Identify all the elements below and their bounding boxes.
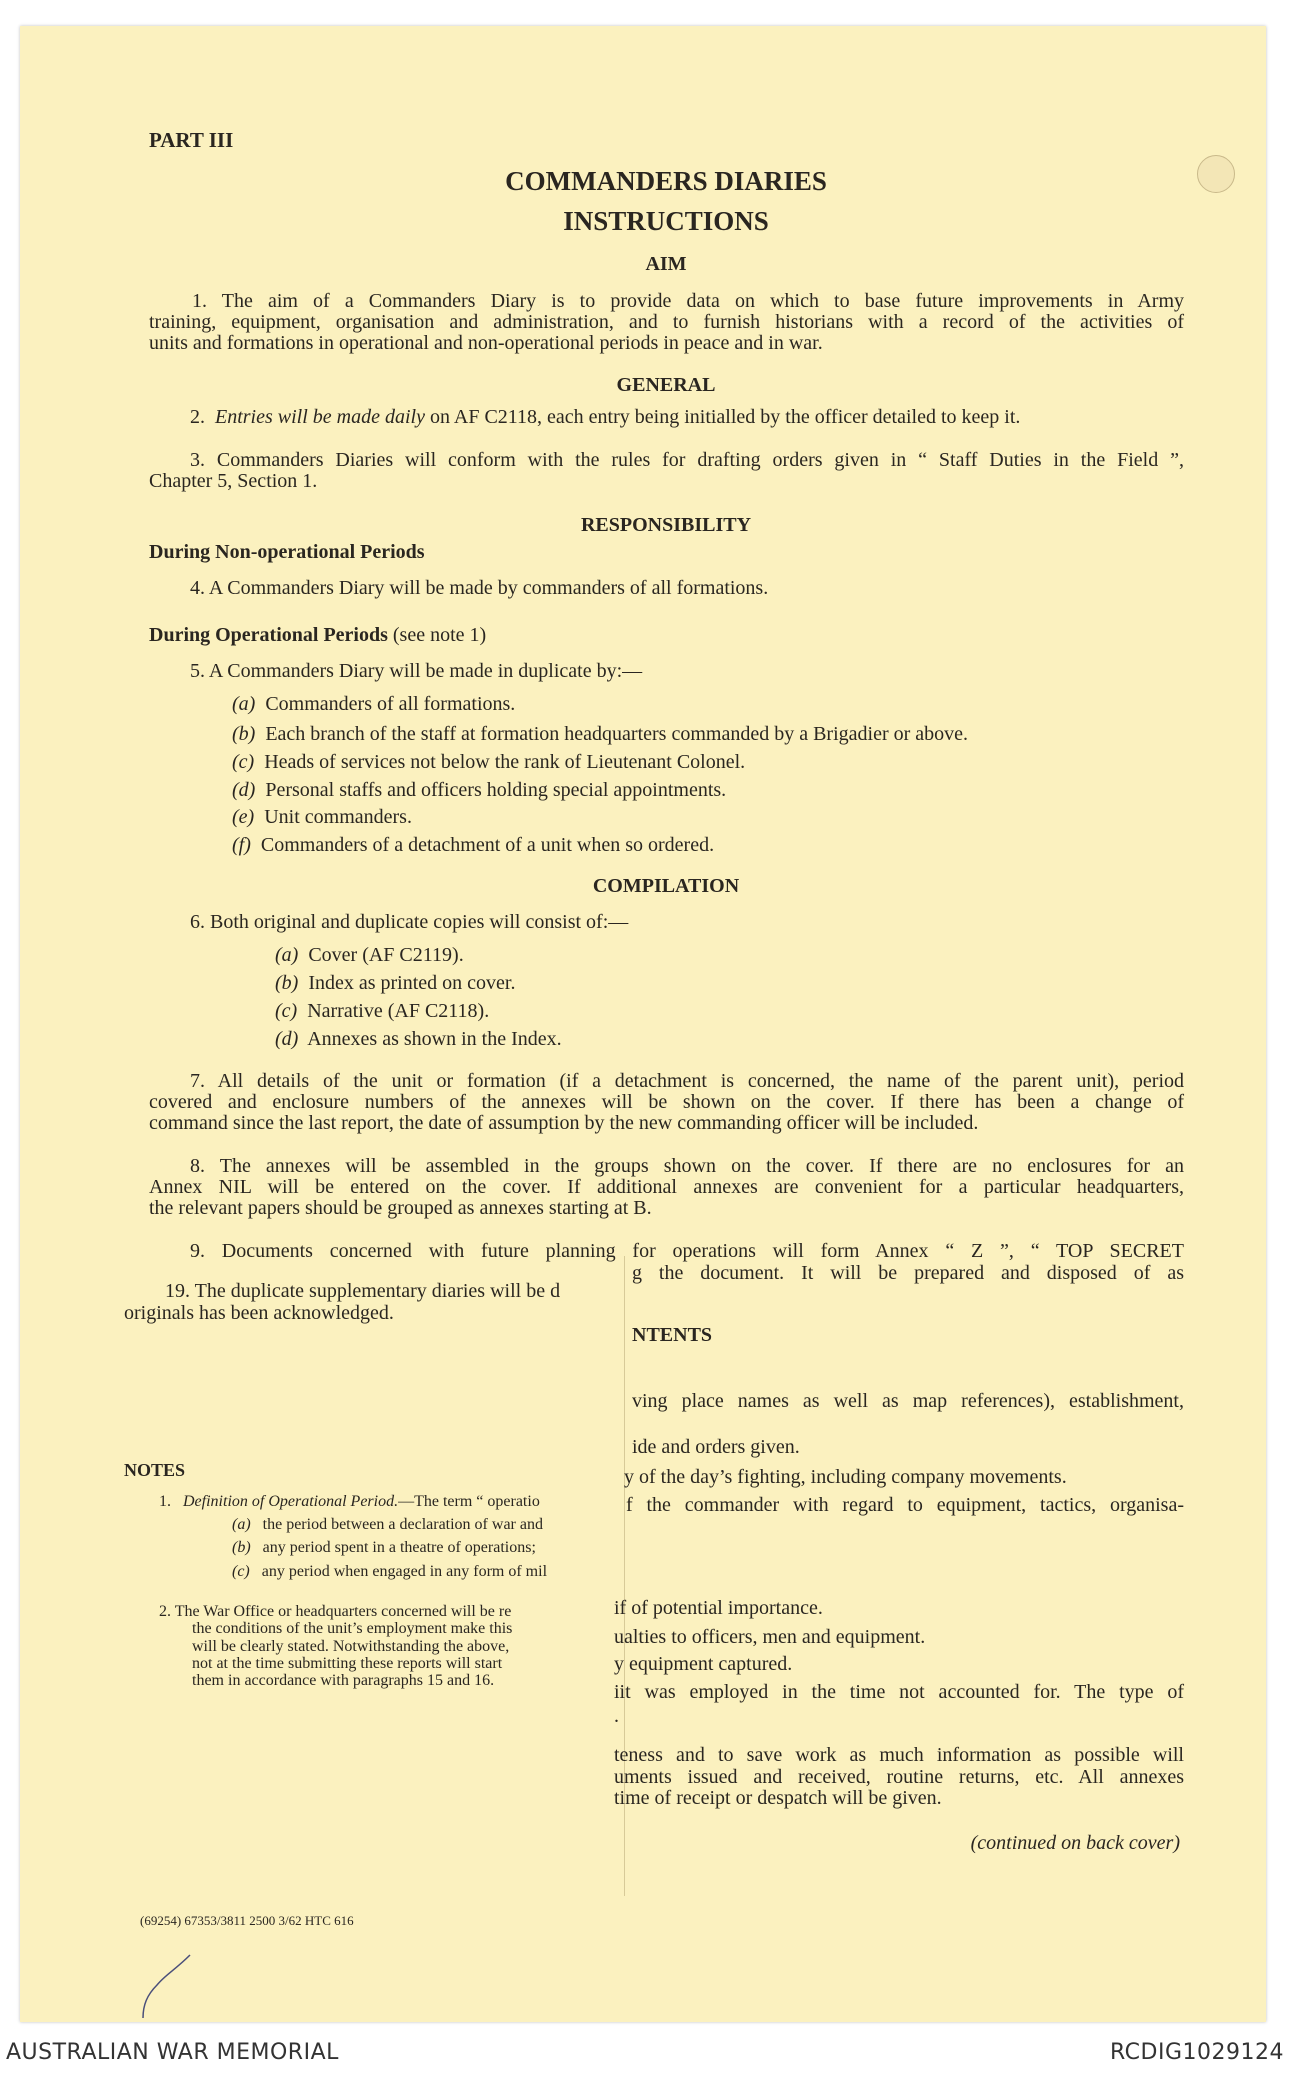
contents-line: teness and to save work as much information as possible will <box>614 1744 1184 1766</box>
item-marker: (b) <box>232 1539 251 1556</box>
item-text: any period spent in a theatre of operations; <box>262 1539 536 1556</box>
list-item <box>232 834 714 856</box>
contents-line: y equipment captured. <box>614 1653 793 1675</box>
subheading-note: (see note 1) <box>387 624 487 646</box>
item-text: Commanders of all formations. <box>265 693 516 715</box>
item-marker: (d) <box>275 1028 299 1050</box>
item-text: Index as printed on cover. <box>308 972 516 994</box>
contents-line: ide and orders given. <box>632 1436 800 1458</box>
item-marker: (f) <box>232 834 251 856</box>
item-text: Each branch of the staff at formation headquarters commanded by a Brigadier or above. <box>265 723 969 745</box>
contents-heading-fragment: NTENTS <box>632 1324 713 1346</box>
responsibility-heading: RESPONSIBILITY <box>580 514 752 536</box>
paragraph-line: 1. The aim of a Commanders Diary is to provide data on which to base future improvements in Army <box>192 290 1184 312</box>
note-item <box>232 1516 543 1534</box>
paragraph-line: the relevant papers should be grouped as annexes starting at B. <box>149 1197 652 1219</box>
note-text: —The term “ operatio <box>398 1493 540 1510</box>
note-item <box>232 1563 547 1581</box>
para-number: 2. <box>190 406 205 428</box>
item-marker: (a) <box>232 693 256 715</box>
paragraph-line: 8. The annexes will be assembled in the groups shown on the cover. If there are no enclosures for an <box>190 1155 1184 1177</box>
item-marker: (e) <box>232 806 255 828</box>
note-2-line: 2. The War Office or headquarters concerned will be re <box>159 1603 512 1620</box>
note-1 <box>159 1493 624 1511</box>
document-title: COMMANDERS DIARIES <box>505 166 827 196</box>
paragraph-line: covered and enclosure numbers of the annexes will be shown on the cover. If there has been a change of <box>149 1091 1184 1113</box>
document-subtitle: INSTRUCTIONS <box>563 206 769 236</box>
footer-institution: AUSTRALIAN WAR MEMORIAL <box>6 2040 339 2065</box>
item-text: any period when engaged in any form of mil <box>261 1563 548 1580</box>
item-text: Commanders of a detachment of a unit when so ordered. <box>260 834 715 856</box>
para-emphasis: Entries will be made daily <box>215 406 425 428</box>
list-item <box>275 1028 562 1050</box>
item-marker: (b) <box>275 972 299 994</box>
item-text: Annexes as shown in the Index. <box>307 1028 562 1050</box>
note-number: 1. <box>159 1493 171 1510</box>
continued-note: (continued on back cover) <box>970 1832 1180 1854</box>
list-item <box>232 693 515 715</box>
notes-heading: NOTES <box>124 1460 186 1480</box>
paragraph-line: 9. Documents concerned with future planning for operations will form Annex “ Z ”, “ TOP SECRET <box>190 1240 1184 1262</box>
paragraph-2 <box>190 406 1020 428</box>
paragraph-line: units and formations in operational and non-operational periods in peace and in war. <box>149 332 823 354</box>
contents-line: time of receipt or despatch will be given. <box>614 1787 942 1809</box>
part-label: PART III <box>149 128 234 152</box>
paragraph-line: training, equipment, organisation and administration, and to furnish historians with a record of the activities of <box>149 311 1184 333</box>
list-item <box>275 1000 489 1022</box>
paragraph-19-line: 19. The duplicate supplementary diaries will be d <box>165 1280 561 1302</box>
contents-line: ualties to officers, men and equipment. <box>614 1626 926 1648</box>
contents-line: if of potential importance. <box>614 1597 823 1619</box>
paragraph-line: 7. All details of the unit or formation (if a detachment is concerned, the name of the parent unit), period <box>190 1070 1184 1092</box>
paragraph-line: g the document. It will be prepared and disposed of as <box>632 1262 1184 1284</box>
aim-heading: AIM <box>645 253 687 275</box>
item-text: Heads of services not below the rank of Lieutenant Colonel. <box>264 751 746 773</box>
item-text: Personal staffs and officers holding special appointments. <box>265 779 727 801</box>
para-text: on AF C2118, each entry being initialled by the officer detailed to keep it. <box>424 406 1021 428</box>
contents-line: uments issued and received, routine returns, etc. All annexes <box>614 1766 1184 1788</box>
paragraph-6: 6. Both original and duplicate copies will consist of:— <box>190 911 629 933</box>
list-item <box>232 751 745 773</box>
item-marker: (c) <box>275 1000 298 1022</box>
note-term: Definition of Operational Period. <box>183 1493 399 1510</box>
item-marker: (a) <box>275 944 299 966</box>
item-marker: (c) <box>232 1563 250 1580</box>
contents-line: . <box>614 1705 619 1727</box>
item-marker: (c) <box>232 751 255 773</box>
paragraph-19-line: originals has been acknowledged. <box>124 1302 394 1324</box>
paragraph-line: Annex NIL will be entered on the cover. If additional annexes are convenient for a particular headquarters, <box>149 1176 1184 1198</box>
contents-line: f the commander with regard to equipment, tactics, organisa- <box>626 1494 1184 1516</box>
subheading-non-operational: During Non-operational Periods <box>149 541 425 563</box>
item-marker: (b) <box>232 723 256 745</box>
note-2-line: will be clearly stated. Notwithstanding the above, <box>192 1638 510 1655</box>
item-text: Narrative (AF C2118). <box>307 1000 490 1022</box>
list-item <box>275 944 464 966</box>
subheading-text: During Operational Periods <box>149 624 388 646</box>
item-text: Cover (AF C2119). <box>308 944 464 966</box>
note-item <box>232 1539 536 1557</box>
contents-line: ving place names as well as map references), establishment, <box>632 1390 1184 1412</box>
note-2-line: them in accordance with paragraphs 15 and 16. <box>192 1672 495 1689</box>
subheading-operational <box>149 624 486 646</box>
print-code: (69254) 67353/3811 2500 3/62 HTC 616 <box>140 1913 354 1928</box>
pen-mark <box>135 1950 205 2020</box>
list-item <box>275 972 516 994</box>
note-2-line: not at the time submitting these reports will start <box>192 1655 503 1672</box>
paragraph-line: Chapter 5, Section 1. <box>149 470 318 492</box>
item-text: Unit commanders. <box>264 806 412 828</box>
list-item <box>232 779 726 801</box>
paragraph-4: 4. A Commanders Diary will be made by commanders of all formations. <box>190 577 769 599</box>
general-heading: GENERAL <box>616 374 716 396</box>
item-marker: (a) <box>232 1516 251 1533</box>
paragraph-line: command since the last report, the date of assumption by the new commanding officer will be included. <box>149 1112 979 1134</box>
paragraph-line: 3. Commanders Diaries will conform with the rules for drafting orders given in “ Staff Duties in the Field ”, <box>190 449 1184 471</box>
footer-record-id: RCDIG1029124 <box>1109 2040 1284 2065</box>
paragraph-5: 5. A Commanders Diary will be made in duplicate by:— <box>190 660 643 682</box>
compilation-heading: COMPILATION <box>592 875 740 897</box>
contents-line: y of the day’s fighting, including company movements. <box>624 1466 1067 1488</box>
item-marker: (d) <box>232 779 256 801</box>
list-item <box>232 806 412 828</box>
note-2-line: the conditions of the unit’s employment make this <box>192 1620 513 1637</box>
list-item <box>232 723 968 745</box>
contents-line: iit was employed in the time not accounted for. The type of <box>614 1681 1184 1703</box>
item-text: the period between a declaration of war and <box>262 1516 543 1533</box>
